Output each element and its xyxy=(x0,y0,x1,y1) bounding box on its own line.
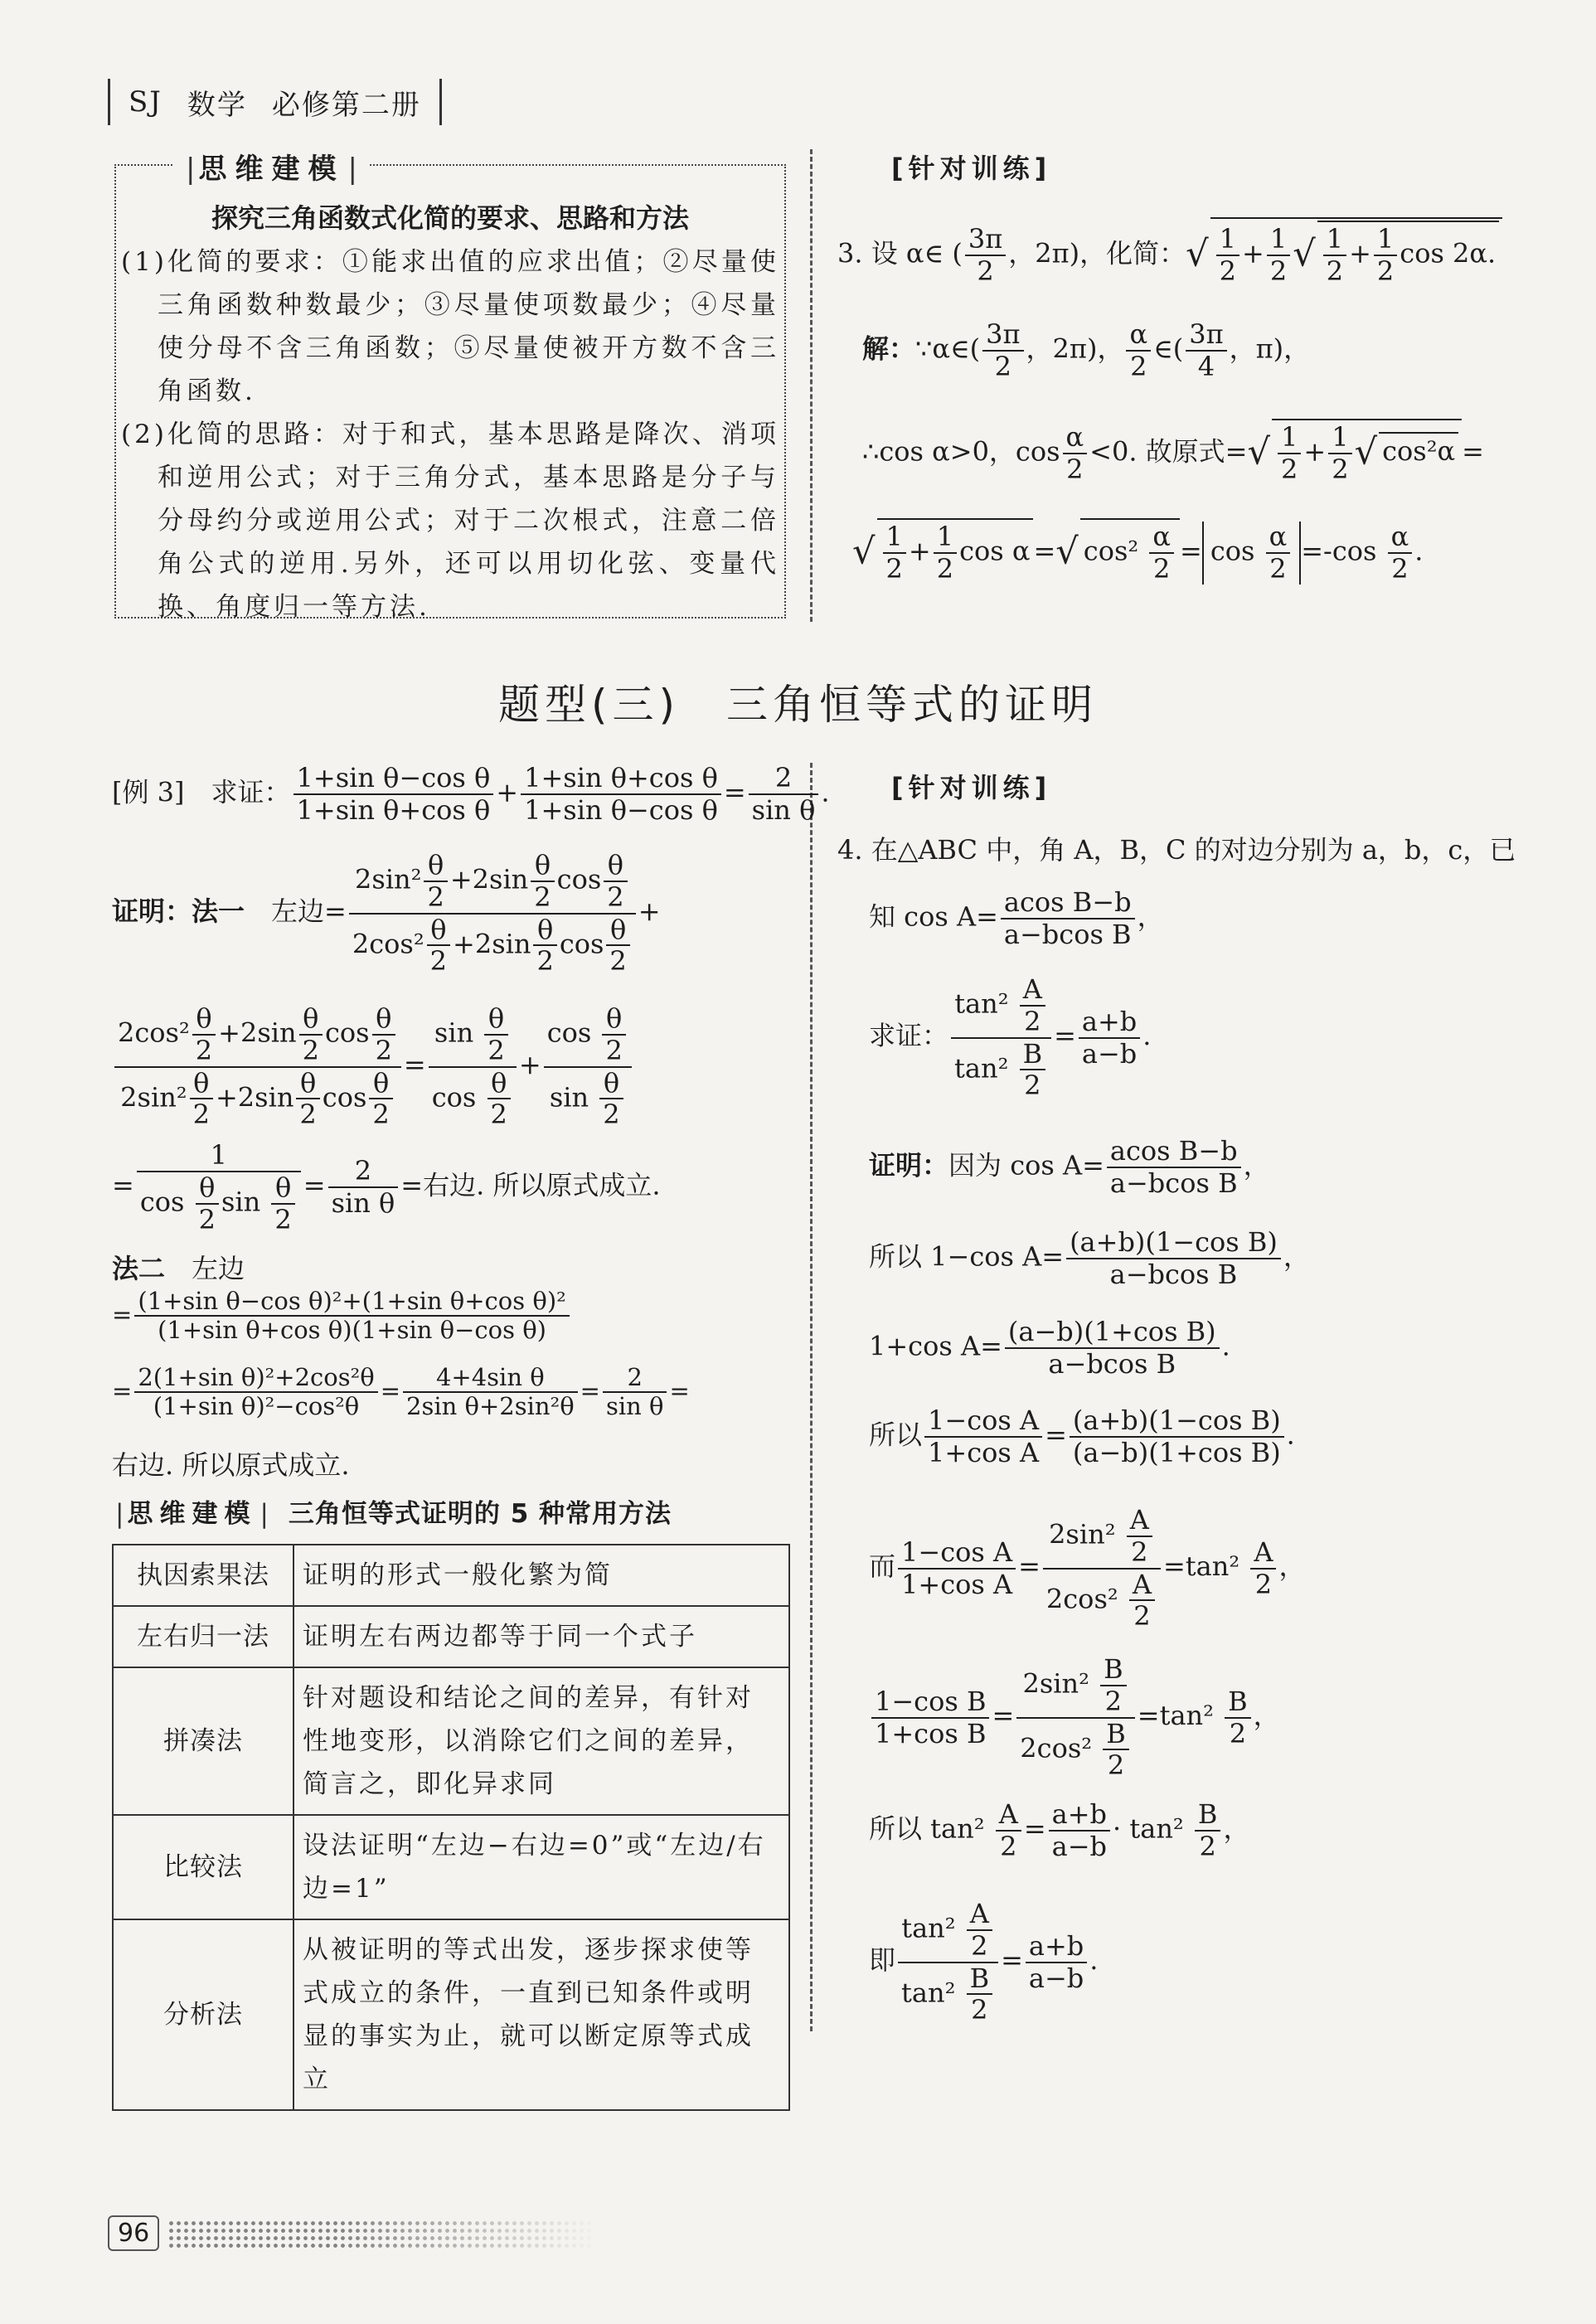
table-row xyxy=(113,1545,789,1606)
book-title: 必修第二册 xyxy=(271,88,421,122)
model-paragraph-2: (2)化简的思路：对于和式，基本思路是降次、消项和逆用公式；对于三角分式，基本思路是分子与分母约分或逆用公式；对于二次根式，注意二倍角公式的逆用.另外，还可以用切化弦、变量代换、角度归一等方法. xyxy=(121,420,779,622)
q3-solution-line-1: 解：∵α∈( $\frac{3\pi}{2}$ ，2π)， $\frac{\alpha}{2}$ ∈( $\frac{3\pi}{4}$ ，π)， xyxy=(862,318,1311,382)
training-title-2: [针对训练] xyxy=(891,772,1052,803)
table-row xyxy=(113,1815,789,1919)
column-divider xyxy=(810,763,813,2031)
page-number: 96 xyxy=(108,2215,159,2251)
example-3-statement: [例 3] 求证： $\frac{\text{1+sin θ−cos θ}}{\text{1+sin θ+cos θ}}$ + $\frac{\text{1+sin θ+cos θ}}{\text{1+sin θ−cos θ}}$ = $\frac{2}{\text{sin θ}}$ . xyxy=(112,762,830,826)
method-description: 证明的形式一般化繁为简 xyxy=(293,1545,789,1606)
page-footer xyxy=(108,2215,599,2251)
q4-proof-line-5: 而 $\frac{\text{1−cos A}}{\text{1+cos A}}$ = 2sin² $\frac{A}{2}$ 2cos² $\frac{A}{2}$ =tan² $\frac{A}{2}$ ， xyxy=(869,1504,1306,1633)
method-name: 比较法 xyxy=(113,1815,293,1919)
q4-proof-line-8: 即 tan² $\frac{A}{2}$ tan² $\frac{B}{2}$ = $\frac{a+b}{a-b}$ . xyxy=(869,1898,1099,2026)
dot-pattern-decoration xyxy=(167,2220,599,2248)
method-1-line-3: = 1 cos $\frac{\theta}{2}$ sin $\frac{\theta}{2}$ = $\frac{2}{\text{sin θ}}$ =右边. 所以原式成立. xyxy=(112,1139,661,1235)
model-paragraph-1: (1)化简的要求：①能求出值的应求出值；②尽量使三角函数种数最少；③尽量使项数最少；④尽量使分母不含三角函数；⑤尽量使被开方数不含三角函数. xyxy=(121,247,779,406)
series-code: SJ xyxy=(129,85,163,119)
method-description: 针对题设和结论之间的差异，有针对性地变形，以消除它们之间的差异，简言之，即化异求同 xyxy=(293,1667,789,1815)
q4-proof-line-2: 所以 1−cos A= $\frac{\text{(a+b)(1−cos B)}}{\text{a−bcos B}}$ ， xyxy=(869,1226,1310,1290)
thinking-model-tag: | 思维建模 | xyxy=(174,146,369,187)
method-2-line-2: = $\frac{\text{2(1+sin θ)²+2cos²θ}}{\text{(1+sin θ)²−cos²θ}}$ = $\frac{\text{4+4sin θ}}{\text{2sin θ+2sin²θ}}$ = $\frac{2}{\text{sin θ}}$ = xyxy=(112,1363,690,1421)
question-4-line-2: 知 cos A= $\frac{\text{acos B−b}}{\text{a−bcos B}}$ ， xyxy=(869,886,1164,950)
q4-proof-line-6: $\frac{\text{1−cos B}}{\text{1+cos B}}$ = 2sin² $\frac{B}{2}$ 2cos² $\frac{B}{2}$ =tan² $\frac{B}{2}$ ， xyxy=(869,1654,1280,1781)
training-title: [针对训练] xyxy=(891,153,1052,184)
method-2-line-3: 右边. 所以原式成立. xyxy=(112,1449,350,1481)
section-title: 题型(三) 三角恒等式的证明 xyxy=(497,681,1098,729)
method-1-line-1: 证明：法一 左边= 2sin² $\frac{\theta}{2}$ +2sin $\frac{\theta}{2}$ cos $\frac{\theta}{2}$ 2cos² $\frac{\theta}{2}$ +2sin $\frac{\theta}{2}$ cos $\frac{\theta}{2}$ + xyxy=(112,849,661,978)
model-body xyxy=(121,240,779,628)
method-2-header: 法二 左边 xyxy=(112,1253,245,1284)
method-name: 分析法 xyxy=(113,1919,293,2110)
table-row xyxy=(113,1919,789,2110)
model-title: 探究三角函数式化简的要求、思路和方法 xyxy=(211,202,689,234)
method-2-line-1: = $\frac{\text{(1+sin θ−cos θ)²+(1+sin θ+cos θ)²}}{\text{(1+sin θ+cos θ)(1+sin θ−cos θ)}}$ xyxy=(112,1288,572,1345)
method-description: 证明左右两边都等于同一个式子 xyxy=(293,1606,789,1667)
subject: 数学 xyxy=(187,88,247,122)
methods-heading: | 思维建模 | 三角恒等式证明的 5 种常用方法 xyxy=(115,1499,672,1529)
method-description: 从被证明的等式出发，逐步探求使等式成立的条件，一直到已知条件或明显的事实为止，就可以断定原等式成立 xyxy=(293,1919,789,2110)
table-row xyxy=(113,1606,789,1667)
q4-proof-line-7: 所以 tan² $\frac{A}{2}$ = $\frac{a+b}{a-b}$ · tan² $\frac{B}{2}$ ， xyxy=(869,1798,1250,1862)
method-name: 左右归一法 xyxy=(113,1606,293,1667)
methods-table xyxy=(112,1544,790,2111)
method-name: 执因索果法 xyxy=(113,1545,293,1606)
methods-title: 三角恒等式证明的 5 种常用方法 xyxy=(288,1499,672,1529)
method-name: 拼凑法 xyxy=(113,1667,293,1815)
question-4-prove: 求证： tan² $\frac{A}{2}$ tan² $\frac{B}{2}$ = $\frac{a+b}{a-b}$ . xyxy=(869,973,1152,1102)
table-row xyxy=(113,1667,789,1815)
method-description: 设法证明“左边−右边=0”或“左边/右边=1” xyxy=(293,1815,789,1919)
page-header xyxy=(108,79,442,125)
question-4-line-1: 4. 在△ABC 中，角 A，B，C 的对边分别为 a，b，c，已 xyxy=(837,834,1516,866)
q3-solution-line-2: ∴cos α>0，cos $\frac{\alpha}{2}$ <0. 故原式=√ $\frac{1}{2}$ + $\frac{1}{2}$ √ cos²α = xyxy=(862,419,1484,485)
q4-proof-line-4: 所以 $\frac{\text{1−cos A}}{\text{1+cos A}}$ = $\frac{\text{(a+b)(1−cos B)}}{\text{(a−b)(1+cos B)}}$ . xyxy=(869,1405,1295,1468)
q4-proof-line-3: 1+cos A= $\frac{\text{(a−b)(1+cos B)}}{\text{a−bcos B}}$ . xyxy=(869,1316,1230,1380)
question-3: 3. 设 α∈ ( $\frac{3\pi}{2}$ ，2π)，化简：√ $\frac{1}{2}$ + $\frac{1}{2}$ √ $\frac{1}{2}$ + $\frac{1}{2}$ cos 2α. xyxy=(837,217,1502,287)
thinking-model-box xyxy=(114,153,786,622)
q3-solution-line-3: √ $\frac{1}{2}$ + $\frac{1}{2}$ cos α =√ cos² $\frac{\alpha}{2}$ = cos $\frac{\alpha}{2}$ =-cos $\frac{\alpha}{2}$ . xyxy=(852,518,1423,585)
column-divider xyxy=(810,149,813,622)
method-1-line-2: 2cos² $\frac{\theta}{2}$ +2sin $\frac{\theta}{2}$ cos $\frac{\theta}{2}$ 2sin² $\frac{\theta}{2}$ +2sin $\frac{\theta}{2}$ cos $\frac{\theta}{2}$ = sin $\frac{\theta}{2}$ cos $\frac{\theta}{2}$ + cos $\frac{\theta}{2}$ sin $\frac{\theta}{2}$ xyxy=(112,1003,634,1130)
q4-proof-line-1: 证明：因为 cos A= $\frac{\text{acos B−b}}{\text{a−bcos B}}$ ， xyxy=(869,1135,1270,1199)
